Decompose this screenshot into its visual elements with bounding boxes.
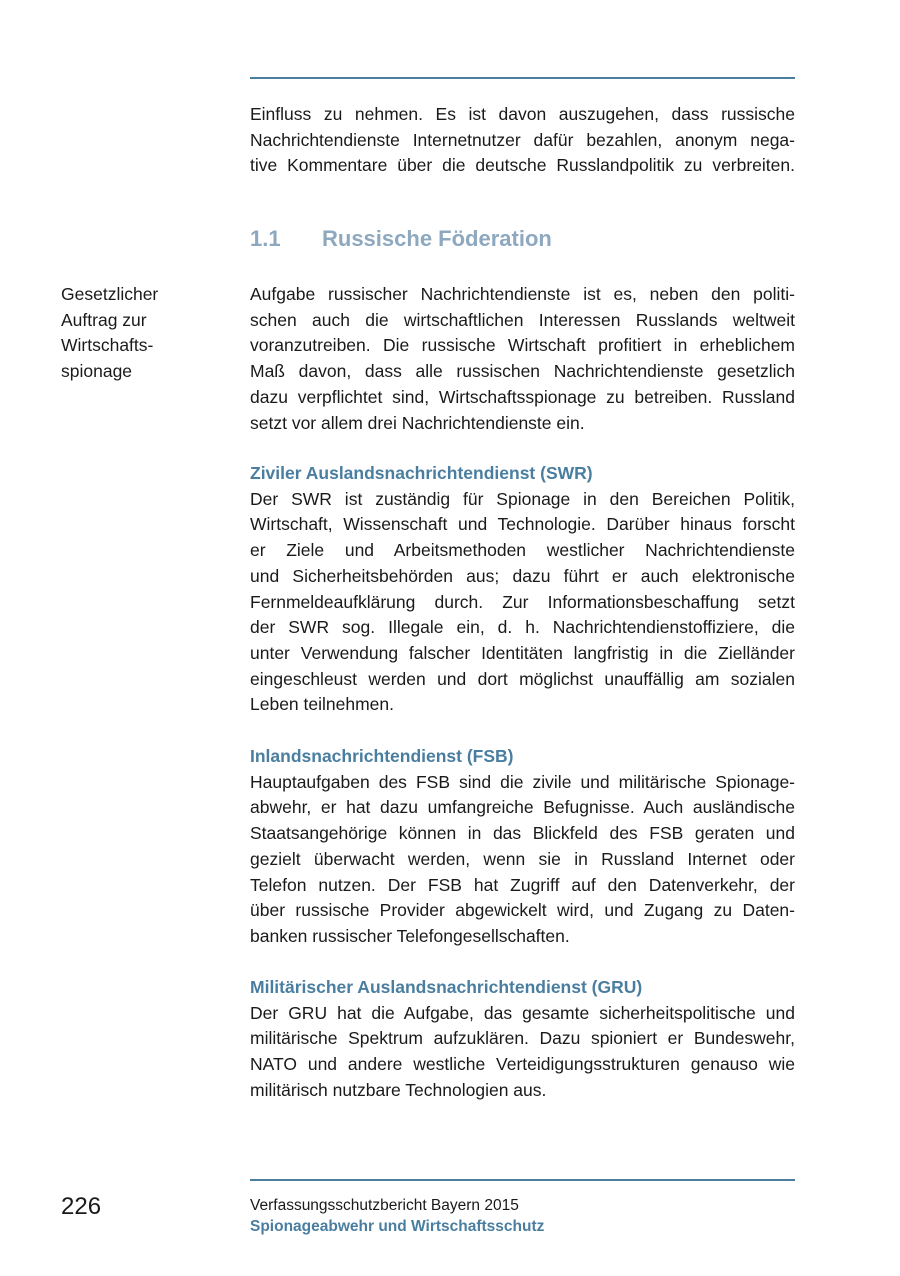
page-number: 226 [61, 1193, 102, 1220]
text-line: Staatsangehörige können in das Blickfeld des FSB geraten und [250, 823, 795, 844]
header-rule [250, 77, 795, 79]
margin-note-line: Auftrag zur [61, 309, 147, 330]
margin-note-line: Wirtschafts- [61, 335, 154, 356]
text-line: Telefon nutzen. Der FSB hat Zugriff auf den Datenverkehr, der [250, 874, 795, 895]
fsb-heading: Inlandsnachrichtendienst (FSB) [250, 746, 514, 766]
gru-heading: Militärischer Auslandsnachrichtendienst (GRU) [250, 977, 643, 997]
swr-heading: Ziviler Auslandsnachrichtendienst (SWR) [250, 463, 593, 483]
text-line: Wirtschaft, Wissenschaft und Technologie. Darüber hinaus forscht [250, 514, 795, 535]
text-line: Der SWR ist zuständig für Spionage in den Bereichen Politik, [250, 488, 795, 509]
text-line: er Ziele und Arbeitsmethoden westlicher Nachrichtendienste [250, 540, 795, 561]
text-line: Der GRU hat die Aufgabe, das gesamte sicherheitspolitische und [250, 1002, 795, 1023]
intro-paragraph [250, 102, 795, 179]
text-line: Hauptaufgaben des FSB sind die zivile und militärische Spionage- [250, 771, 795, 792]
paragraph-intro-russia [250, 282, 795, 436]
text-line: und Sicherheitsbehörden aus; dazu führt er auch elektronische [250, 565, 795, 586]
gru-section [250, 975, 795, 1104]
footer-rule [250, 1179, 795, 1181]
swr-section [250, 461, 795, 718]
text-line: Einfluss zu nehmen. Es ist davon auszugehen, dass russische [250, 104, 795, 124]
text-line: voranzutreiben. Die russische Wirtschaft profitiert in erheblichem [250, 335, 795, 356]
margin-note-line: spionage [61, 361, 133, 382]
text-line: militärische Spektrum aufzuklären. Dazu spioniert er Bundeswehr, [250, 1028, 795, 1049]
text-line: Leben teilnehmen. [250, 694, 394, 715]
text-line: militärisch nutzbare Technologien aus. [250, 1079, 547, 1100]
text-line: Nachrichtendienste Internetnutzer dafür bezahlen, anonym nega- [250, 129, 795, 150]
text-line: über russische Provider abgewickelt wird, und Zugang zu Daten- [250, 900, 795, 921]
text-line: tive Kommentare über die deutsche Russlandpolitik zu verbreiten. [250, 155, 795, 176]
margin-note-line: Gesetzlicher [61, 284, 159, 304]
margin-note [61, 282, 211, 385]
section-heading [250, 226, 552, 252]
footer-title: Verfassungsschutzbericht Bayern 2015 [250, 1197, 519, 1214]
section-number: 1.1 [250, 226, 281, 251]
text-line: abwehr, er hat dazu umfangreiche Befugnisse. Auch ausländische [250, 797, 795, 818]
text-line: Fernmeldeaufklärung durch. Zur Informationsbeschaffung setzt [250, 591, 795, 612]
text-line: setzt vor allem drei Nachrichtendienste ein. [250, 412, 585, 433]
section-title: Russische Föderation [322, 226, 552, 251]
footer [250, 1195, 544, 1237]
text-line: unter Verwendung falscher Identitäten langfristig in die Zielländer [250, 642, 795, 663]
text-line: Maß davon, dass alle russischen Nachrichtendienste gesetzlich [250, 361, 795, 382]
text-line: schen auch die wirtschaftlichen Interessen Russlands weltweit [250, 309, 795, 330]
text-line: NATO und andere westliche Verteidigungsstrukturen genauso wie [250, 1054, 795, 1075]
text-line: banken russischer Telefongesellschaften. [250, 925, 570, 946]
text-line: gezielt überwacht werden, wenn sie in Russland Internet oder [250, 848, 795, 869]
fsb-section [250, 744, 795, 950]
footer-subtitle: Spionageabwehr und Wirtschaftsschutz [250, 1218, 545, 1235]
text-line: Aufgabe russischer Nachrichtendienste ist es, neben den politi- [250, 284, 795, 304]
text-line: der SWR sog. Illegale ein, d. h. Nachrichtendienstoffiziere, die [250, 617, 795, 638]
text-line: dazu verpflichtet sind, Wirtschaftsspionage zu betreiben. Russland [250, 386, 795, 407]
text-line: eingeschleust werden und dort möglichst unauffällig am sozialen [250, 668, 795, 689]
